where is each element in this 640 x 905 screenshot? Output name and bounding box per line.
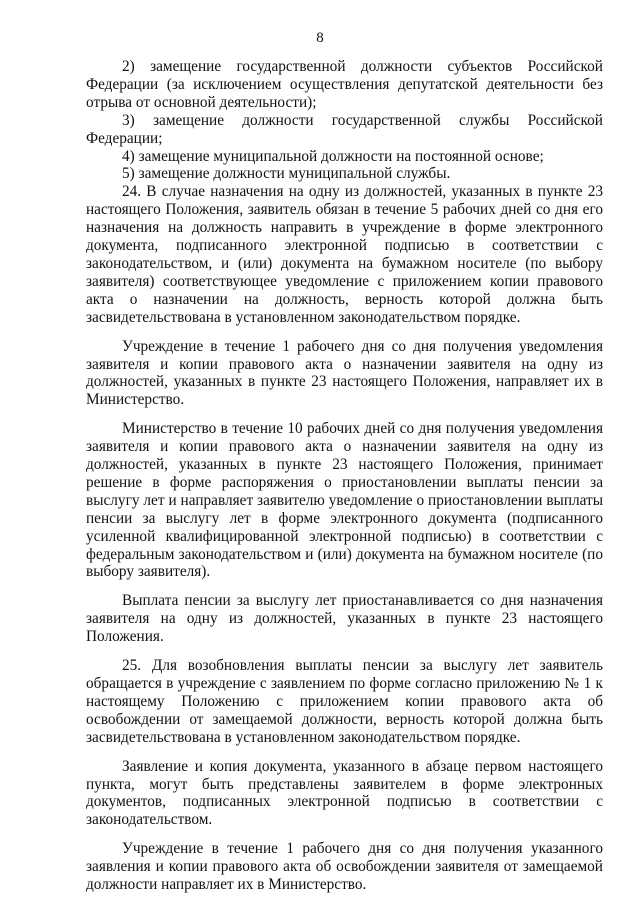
paragraph-institution-notice: Учреждение в течение 1 рабочего дня со дня получения уведомления заявителя и копии правового акта о назначении заявителя на одну из должностей, указанных в пункте 23 настоящего Положения, направляет их в Министерство. [86, 337, 603, 409]
paragraph-item-5: 5) замещение должности муниципальной службы. [122, 165, 451, 183]
document-body [86, 58, 603, 894]
paragraph-ministry-decision: Министерство в течение 10 рабочих дней со дня получения уведомления заявителя и копии правового акта о назначении заявителя на одну из должностей, указанных в пункте 23 настоящего Положения, принимает решение в форме распоряжения о приостановлении выплаты пенсии за выслугу лет и направляет заявителю уведомление о приостановлении выплаты пенсии за выслугу лет в форме электронного документа (подписанного усиленной квалифицированной электронной подписью) в соответствии с федеральным законодательством и (или) документа на бумажном носителе (по выбору заявителя). [86, 420, 603, 581]
paragraph-item-2: 2) замещение государственной должности субъектов Российской Федерации (за исключением осуществления депутатской деятельности без отрыва от основной деятельности); [86, 58, 603, 111]
paragraph-clause-24: 24. В случае назначения на одну из должностей, указанных в пункте 23 настоящего Положения, заявитель обязан в течение 5 рабочих дней со дня его назначения на должность направить в учреждение в форме электронного документа, подписанного электронной подписью в соответствии с законодательством, и (или) документа на бумажном носителе (по выбору заявителя) соответствующее уведомление с приложением копии правового акта о назначении на должность, верность которой должна быть засвидетельствована в установленном законодательством порядке. [86, 183, 603, 326]
paragraph-item-4: 4) замещение муниципальной должности на постоянной основе; [122, 147, 544, 165]
paragraph-item-3: 3) замещение должности государственной службы Российской Федерации; [86, 111, 603, 147]
paragraph-electronic-docs: Заявление и копия документа, указанного в абзаце первом настоящего пункта, могут быть представлены заявителем в форме электронных документов, подписанных электронной подписью в соответствии с законодательством. [86, 757, 603, 829]
paragraph-institution-forward: Учреждение в течение 1 рабочего дня со дня получения указанного заявления и копии правового акта об освобождении заявителя от замещаемой должности направляет их в Министерство. [86, 840, 603, 894]
paragraph-clause-25: 25. Для возобновления выплаты пенсии за выслугу лет заявитель обращается в учреждение с заявлением по форме согласно приложению № 1 к настоящему Положению с приложением копии правового акта об освобождении от замещаемой должности, верность которой должна быть засвидетельствована в установленном законодательством порядке. [86, 657, 603, 746]
page-number: 8 [316, 30, 324, 46]
paragraph-suspension: Выплата пенсии за выслугу лет приостанавливается со дня назначения заявителя на одну из должностей, указанных в пункте 23 настоящего Положения. [86, 592, 603, 646]
